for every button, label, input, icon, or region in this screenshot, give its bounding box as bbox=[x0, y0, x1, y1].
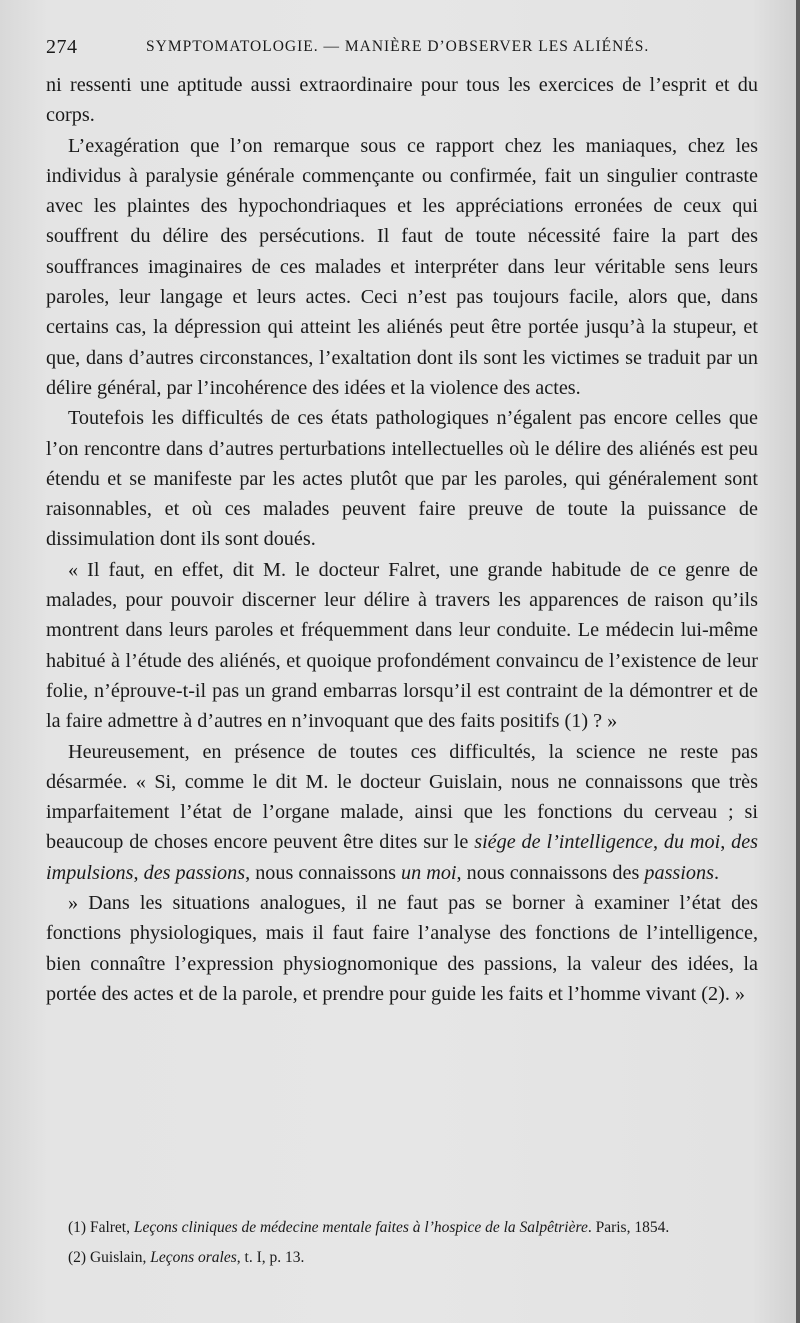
paragraph-difficulties: Toutefois les difficultés de ces états pathologiques n’égalent pas encore celles que l’on rencontre dans d’autres perturbations intellectuelles où le délire des aliénés est peu étendu et se manifeste par les actes plutôt que par les paroles, qui généralement sont raisonnables, et où ces malades peuvent faire preuve de toute la puissance de dissimulation dont ils sont doués. bbox=[46, 407, 758, 551]
paragraph-guislain-quote bbox=[46, 737, 758, 888]
text-run: , bbox=[133, 861, 144, 884]
paragraph-continuation: ni ressenti une aptitude aussi extraordinaire pour tous les exercices de l’esprit et du corps. bbox=[46, 74, 758, 127]
footnote-title: Leçons orales bbox=[150, 1249, 237, 1266]
italic-phrase: un moi bbox=[401, 861, 457, 884]
page-header bbox=[46, 36, 766, 58]
footnote-text: (2) Guislain, bbox=[68, 1249, 151, 1266]
italic-phrase: du moi bbox=[663, 831, 721, 854]
text-run: , bbox=[652, 831, 664, 854]
paragraph-exaggeration: L’exagération que l’on remarque sous ce rapport chez les maniaques, chez les individus à paralysie générale commençante ou confirmée, fait un singulier contraste avec les plaintes des hypochondriaques et les appréciations erronées de ceux qui souffrent du délire des persécutions. Il faut de toute nécessité faire la part des souffrances imaginaires de ces malades et interpréter dans leur véritable sens leurs paroles, leur langage et leurs actes. Ceci n’est pas toujours facile, alors que, dans certains cas, la dépression qui atteint les aliénés peut être portée jusqu’à la stupeur, et que, dans d’autres circonstances, l’exaltation dont ils sont les victimes se traduit par un délire général, par l’incohérence des idées et la violence des actes. bbox=[46, 134, 758, 399]
footnotes bbox=[46, 1215, 758, 1270]
footnote-1 bbox=[46, 1215, 758, 1240]
paragraph-falret-quote: « Il faut, en effet, dit M. le docteur Falret, une grande habitude de ce genre de malades, pour pouvoir discerner leur délire à travers les apparences de raison qu’ils montrent dans leurs paroles et fréquemment dans leur conduite. Le médecin lui-même habitué à l’étude des aliénés, et quoique profondément convaincu de l’existence de leur folie, n’éprouve-t-il pas un grand embarras lorsqu’il est contraint de la démontrer et de la faire admettre à d’autres en n’invoquant que des faits positifs (1) ? » bbox=[46, 558, 758, 733]
main-text bbox=[46, 70, 758, 1009]
footnote-title: Leçons cliniques de médecine mentale faites à l’hospice de la Salpêtrière bbox=[133, 1219, 588, 1236]
footnote-text: (1) Falret, bbox=[68, 1219, 134, 1236]
text-run: . bbox=[713, 861, 719, 884]
text-run: , bbox=[720, 831, 732, 854]
text-run: Heureusement, en présence de toutes ces difficultés, la science ne reste pas désarmée. « Si, comme le dit M. le docteur Guislain, nous ne connaissons que très imparfaitement l’état de l’organe malade, ainsi que les fonctions du cerveau ; si beaucoup de choses encore peuvent être dites sur le bbox=[46, 740, 758, 854]
page-edge-shadow bbox=[796, 0, 800, 1323]
paragraph-guislain-continued: » Dans les situations analogues, il ne faut pas se borner à examiner l’état des fonctions physiologiques, mais il faut faire l’analyse des fonctions de l’intelligence, bien connaître l’expression physiognomonique des passions, la valeur des idées, la portée des actes et de la parole, et prendre pour guide les faits et l’homme vivant (2). » bbox=[46, 892, 758, 1005]
page-number: 274 bbox=[46, 36, 78, 58]
running-head: SYMPTOMATOLOGIE. — MANIÈRE D’OBSERVER LES ALIÉNÉS. bbox=[146, 38, 650, 55]
footnote-text: . Paris, 1854. bbox=[587, 1219, 670, 1236]
footnote-text: , t. I, p. 13. bbox=[236, 1249, 305, 1266]
italic-phrase: des impulsions bbox=[46, 831, 759, 884]
italic-phrase: des passions bbox=[143, 861, 246, 884]
italic-phrase: passions bbox=[644, 861, 714, 884]
italic-phrase: siége de l’intelligence bbox=[474, 831, 653, 854]
footnote-2 bbox=[46, 1245, 758, 1270]
text-run: , nous connaissons des bbox=[456, 861, 645, 884]
text-run: , nous connaissons bbox=[245, 861, 402, 884]
